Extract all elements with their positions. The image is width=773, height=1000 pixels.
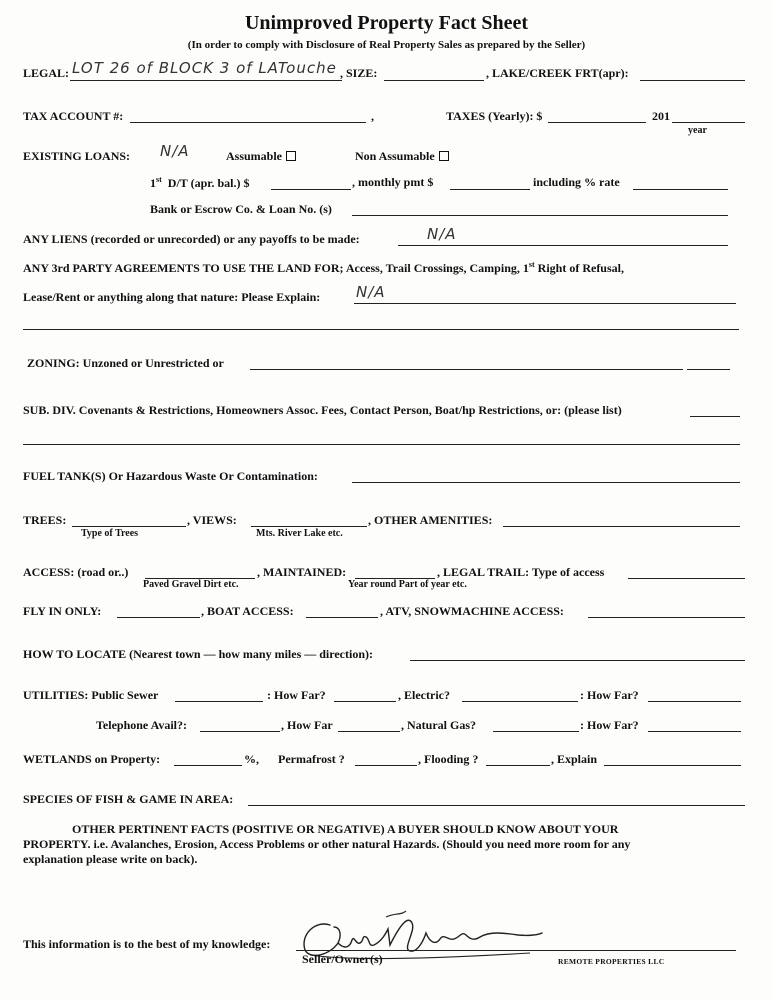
percent-text: %, (244, 752, 259, 766)
zoning-field-extra[interactable] (687, 369, 730, 370)
pertinent-line-2: PROPERTY. i.e. Avalanches, Erosion, Access Problems or other natural Hazards. (Should you need more room for any (23, 837, 631, 851)
telephone-label: Telephone Avail?: (96, 718, 188, 732)
company-name: REMOTE PROPERTIES LLC (558, 957, 665, 966)
how-far-3-label: , How Far (281, 718, 333, 732)
comma-text: , (371, 109, 374, 123)
how-far-1-label: : How Far? (267, 688, 326, 702)
non-assumable-option[interactable] (355, 149, 449, 164)
tax-account-label: TAX ACCOUNT #: (23, 109, 124, 123)
how-far-4-label: : How Far? (580, 718, 639, 732)
third-party-label: ANY 3rd PARTY AGREEMENTS TO USE THE LAND FOR; Access, Trail Crossings, Camping, 1 (23, 261, 529, 275)
gas-field[interactable] (493, 731, 579, 732)
lease-field[interactable] (354, 303, 736, 304)
liens-field[interactable] (398, 245, 728, 246)
electric-distance-field[interactable] (648, 701, 741, 702)
fly-label: FLY IN ONLY: (23, 604, 102, 618)
subdiv-label: SUB. DIV. Covenants & Restrictions, Homeowners Assoc. Fees, Contact Person, Boat/hp Restrictions, or: (please list) (23, 403, 622, 417)
telephone-field[interactable] (200, 731, 280, 732)
flooding-field[interactable] (486, 765, 550, 766)
existing-loans-label: EXISTING LOANS: (23, 149, 131, 163)
page-title: Unimproved Property Fact Sheet (244, 12, 529, 34)
zoning-field[interactable] (250, 369, 683, 370)
electric-field[interactable] (462, 701, 578, 702)
maintained-caption: Year round Part of year etc. (348, 579, 467, 590)
wetlands-field[interactable] (174, 765, 242, 766)
non-assumable-checkbox[interactable] (439, 151, 449, 161)
existing-loans-value: N/A (160, 142, 190, 160)
size-label: , SIZE: (340, 66, 378, 80)
views-field[interactable] (251, 526, 367, 527)
trees-field[interactable] (72, 526, 186, 527)
explain-field[interactable] (604, 765, 741, 766)
rate-field[interactable] (633, 189, 728, 190)
lease-label: Lease/Rent or anything along that nature: Please Explain: (23, 290, 321, 304)
third-party-sup: st (528, 260, 535, 269)
subdiv-field-continued[interactable] (23, 444, 740, 445)
legal-trail-field[interactable] (628, 578, 745, 579)
taxes-label: TAXES (Yearly): $ (446, 109, 543, 123)
permafrost-field[interactable] (355, 765, 417, 766)
fuel-field[interactable] (352, 482, 740, 483)
dt-sup: st (156, 175, 162, 184)
legal-label: LEGAL: (23, 66, 70, 80)
signature-field[interactable] (296, 950, 736, 951)
gas-label: , Natural Gas? (401, 718, 476, 732)
legal-trail-label: , LEGAL TRAIL: Type of access (437, 565, 605, 579)
fly-field[interactable] (117, 617, 200, 618)
legal-field[interactable] (70, 80, 342, 81)
third-party-tail: Right of Refusal, (537, 261, 624, 275)
explain-label: , Explain (551, 752, 598, 766)
maintained-label: , MAINTAINED: (257, 565, 347, 579)
pertinent-line-3: explanation please write on back). (23, 852, 198, 866)
pertinent-line-1: OTHER PERTINENT FACTS (POSITIVE OR NEGATIVE) A BUYER SHOULD KNOW ABOUT YOUR (72, 822, 619, 836)
atv-label: , ATV, SNOWMACHINE ACCESS: (380, 604, 564, 618)
lease-value: N/A (356, 283, 386, 301)
views-label: , VIEWS: (187, 513, 237, 527)
trees-label: TREES: (23, 513, 67, 527)
page-subtitle: (In order to comply with Disclosure of Real Property Sales as prepared by the Seller) (187, 39, 586, 51)
year-caption: year (688, 125, 707, 136)
assumable-label: Assumable (226, 149, 283, 163)
wetlands-label: WETLANDS on Property: (23, 752, 161, 766)
access-label: ACCESS: (road or..) (23, 565, 129, 579)
boat-field[interactable] (306, 617, 378, 618)
tax-account-field[interactable] (130, 122, 366, 123)
assumable-checkbox[interactable] (286, 151, 296, 161)
third-party-label-group (23, 260, 624, 276)
sewer-distance-field[interactable] (334, 701, 396, 702)
atv-field[interactable] (588, 617, 745, 618)
monthly-field[interactable] (450, 189, 530, 190)
year-prefix: 201 (652, 109, 670, 123)
taxes-field[interactable] (548, 122, 646, 123)
dt-label-group (150, 175, 249, 191)
year-field[interactable] (672, 122, 745, 123)
access-caption: Paved Gravel Dirt etc. (143, 579, 239, 590)
knowledge-label: This information is to the best of my knowledge: (23, 937, 271, 951)
sewer-field[interactable] (175, 701, 263, 702)
assumable-option[interactable] (226, 149, 296, 164)
size-field[interactable] (384, 80, 484, 81)
non-assumable-label: Non Assumable (355, 149, 435, 163)
liens-label: ANY LIENS (recorded or unrecorded) or any payoffs to be made: (23, 232, 360, 246)
subdiv-field[interactable] (690, 416, 740, 417)
zoning-label: ZONING: Unzoned or Unrestricted or (27, 356, 224, 370)
bank-label: Bank or Escrow Co. & Loan No. (s) (150, 202, 332, 216)
fuel-label: FUEL TANK(S) Or Hazardous Waste Or Contamination: (23, 469, 318, 483)
liens-value: N/A (427, 225, 457, 243)
boat-label: , BOAT ACCESS: (201, 604, 294, 618)
utilities-label: UTILITIES: Public Sewer (23, 688, 159, 702)
lease-field-continued[interactable] (23, 329, 739, 330)
lake-label: , LAKE/CREEK FRT(apr): (486, 66, 629, 80)
dt-field[interactable] (271, 189, 351, 190)
species-field[interactable] (248, 805, 745, 806)
amenities-field[interactable] (503, 526, 740, 527)
lake-field[interactable] (640, 80, 745, 81)
how-far-2-label: : How Far? (580, 688, 639, 702)
monthly-label: , monthly pmt $ (352, 175, 434, 189)
telephone-distance-field[interactable] (338, 731, 400, 732)
legal-value: LOT 26 of BLOCK 3 of LATouche (72, 59, 337, 77)
trees-caption: Type of Trees (81, 528, 139, 539)
bank-field[interactable] (352, 215, 728, 216)
views-caption: Mts. River Lake etc. (256, 528, 343, 539)
permafrost-label: Permafrost ? (278, 752, 345, 766)
seller-caption: Seller/Owner(s) (302, 952, 383, 966)
locate-field[interactable] (410, 660, 745, 661)
gas-distance-field[interactable] (648, 731, 741, 732)
species-label: SPECIES OF FISH & GAME IN AREA: (23, 792, 234, 806)
dt-prefix: 1 (150, 176, 156, 190)
electric-label: , Electric? (398, 688, 450, 702)
locate-label: HOW TO LOCATE (Nearest town — how many miles — direction): (23, 647, 374, 661)
amenities-label: , OTHER AMENITIES: (368, 513, 493, 527)
rate-label: including % rate (533, 175, 620, 189)
dt-label: D/T (apr. bal.) $ (167, 176, 250, 190)
flooding-label: , Flooding ? (418, 752, 479, 766)
